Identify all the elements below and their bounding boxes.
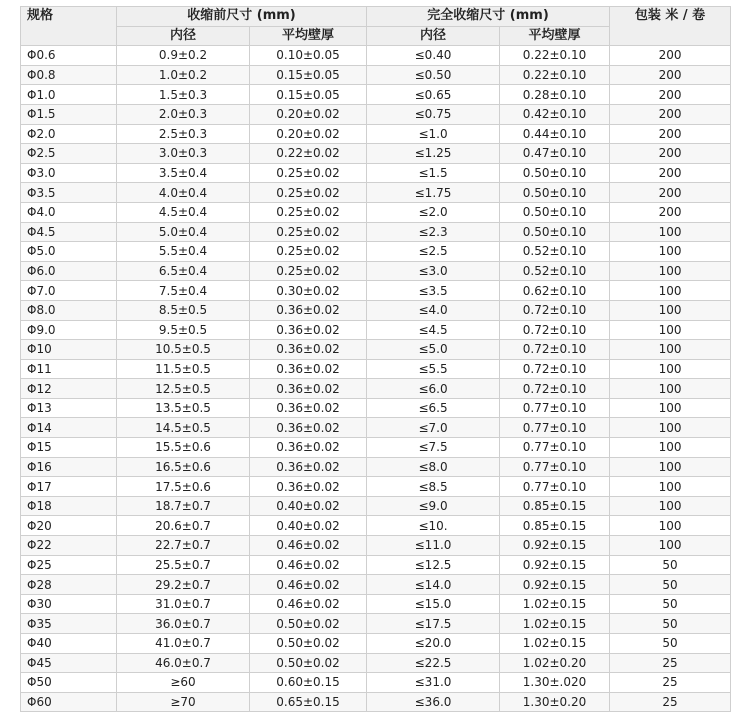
table-cell: Φ3.5 — [21, 183, 117, 203]
table-cell: ≤36.0 — [367, 692, 500, 712]
table-cell: ≤14.0 — [367, 575, 500, 595]
table-cell: 0.77±0.10 — [500, 477, 610, 497]
table-cell: 6.5±0.4 — [117, 261, 250, 281]
table-cell: 50 — [610, 614, 731, 634]
table-cell: Φ25 — [21, 555, 117, 575]
table-cell: 41.0±0.7 — [117, 634, 250, 654]
table-cell: 0.52±0.10 — [500, 261, 610, 281]
table-row — [21, 398, 731, 418]
table-cell: 0.46±0.02 — [250, 536, 367, 556]
table-cell: Φ4.5 — [21, 222, 117, 242]
table-cell: Φ18 — [21, 496, 117, 516]
table-cell: 1.5±0.3 — [117, 85, 250, 105]
table-cell: Φ0.8 — [21, 65, 117, 85]
table-row — [21, 144, 731, 164]
table-cell: 0.72±0.10 — [500, 340, 610, 360]
table-cell: Φ12 — [21, 379, 117, 399]
table-cell: 31.0±0.7 — [117, 594, 250, 614]
table-cell: 0.25±0.02 — [250, 183, 367, 203]
table-row — [21, 438, 731, 458]
table-cell: 0.85±0.15 — [500, 516, 610, 536]
table-cell: Φ10 — [21, 340, 117, 360]
table-cell: 11.5±0.5 — [117, 359, 250, 379]
table-cell: 0.85±0.15 — [500, 496, 610, 516]
table-cell: ≥60 — [117, 673, 250, 693]
table-cell: Φ35 — [21, 614, 117, 634]
table-row — [21, 124, 731, 144]
table-cell: 100 — [610, 379, 731, 399]
table-cell: Φ60 — [21, 692, 117, 712]
table-cell: 100 — [610, 536, 731, 556]
table-cell: 1.02±0.20 — [500, 653, 610, 673]
table-row — [21, 222, 731, 242]
table-cell: 100 — [610, 320, 731, 340]
table-row — [21, 457, 731, 477]
table-cell: 0.92±0.15 — [500, 536, 610, 556]
table-cell: 200 — [610, 202, 731, 222]
table-cell: ≤0.75 — [367, 104, 500, 124]
table-cell: 200 — [610, 46, 731, 66]
table-cell: 200 — [610, 85, 731, 105]
table-cell: 100 — [610, 516, 731, 536]
table-row — [21, 183, 731, 203]
table-cell: ≤10. — [367, 516, 500, 536]
table-cell: 16.5±0.6 — [117, 457, 250, 477]
table-cell: 0.50±0.10 — [500, 183, 610, 203]
table-cell: 7.5±0.4 — [117, 281, 250, 301]
spec-table-container — [20, 6, 730, 712]
table-cell: 0.77±0.10 — [500, 398, 610, 418]
table-cell: 18.7±0.7 — [117, 496, 250, 516]
table-cell: 0.46±0.02 — [250, 575, 367, 595]
table-row — [21, 379, 731, 399]
spec-table — [20, 6, 731, 712]
header-after-avg-wall: 平均壁厚 — [500, 26, 610, 46]
table-cell: 100 — [610, 359, 731, 379]
table-cell: 0.92±0.15 — [500, 575, 610, 595]
table-body — [21, 46, 731, 712]
table-cell: 0.72±0.10 — [500, 300, 610, 320]
table-cell: 100 — [610, 340, 731, 360]
table-cell: ≤11.0 — [367, 536, 500, 556]
table-cell: 0.42±0.10 — [500, 104, 610, 124]
table-cell: ≤0.40 — [367, 46, 500, 66]
table-row — [21, 536, 731, 556]
table-row — [21, 163, 731, 183]
table-cell: ≤4.0 — [367, 300, 500, 320]
table-cell: 200 — [610, 124, 731, 144]
table-cell: 0.10±0.05 — [250, 46, 367, 66]
table-cell: 100 — [610, 398, 731, 418]
table-row — [21, 516, 731, 536]
header-before-inner-diameter: 内径 — [117, 26, 250, 46]
table-cell: 1.0±0.2 — [117, 65, 250, 85]
table-cell: Φ8.0 — [21, 300, 117, 320]
table-cell: 0.25±0.02 — [250, 261, 367, 281]
table-cell: ≤2.3 — [367, 222, 500, 242]
table-cell: 100 — [610, 496, 731, 516]
table-cell: 0.25±0.02 — [250, 202, 367, 222]
table-cell: Φ28 — [21, 575, 117, 595]
table-cell: 1.30±.020 — [500, 673, 610, 693]
table-cell: 29.2±0.7 — [117, 575, 250, 595]
table-cell: ≤8.0 — [367, 457, 500, 477]
table-cell: 100 — [610, 418, 731, 438]
table-cell: 0.15±0.05 — [250, 65, 367, 85]
table-cell: 15.5±0.6 — [117, 438, 250, 458]
table-cell: 200 — [610, 104, 731, 124]
table-cell: 0.72±0.10 — [500, 359, 610, 379]
table-row — [21, 104, 731, 124]
table-cell: 25 — [610, 653, 731, 673]
table-cell: 0.44±0.10 — [500, 124, 610, 144]
table-row — [21, 496, 731, 516]
table-cell: Φ9.0 — [21, 320, 117, 340]
table-cell: Φ4.0 — [21, 202, 117, 222]
table-cell: 0.46±0.02 — [250, 594, 367, 614]
table-cell: 0.46±0.02 — [250, 555, 367, 575]
table-cell: 14.5±0.5 — [117, 418, 250, 438]
table-row — [21, 692, 731, 712]
table-cell: 0.28±0.10 — [500, 85, 610, 105]
table-row — [21, 320, 731, 340]
table-cell: 100 — [610, 438, 731, 458]
table-row — [21, 673, 731, 693]
table-row — [21, 300, 731, 320]
table-cell: 0.25±0.02 — [250, 163, 367, 183]
table-cell: ≤5.5 — [367, 359, 500, 379]
table-cell: 0.36±0.02 — [250, 457, 367, 477]
table-cell: 0.77±0.10 — [500, 457, 610, 477]
table-cell: 0.20±0.02 — [250, 104, 367, 124]
table-cell: ≤7.0 — [367, 418, 500, 438]
table-cell: 100 — [610, 300, 731, 320]
table-cell: 0.92±0.15 — [500, 555, 610, 575]
table-cell: 0.65±0.15 — [250, 692, 367, 712]
table-cell: Φ7.0 — [21, 281, 117, 301]
table-cell: Φ3.0 — [21, 163, 117, 183]
table-row — [21, 359, 731, 379]
table-cell: 200 — [610, 163, 731, 183]
table-cell: 2.0±0.3 — [117, 104, 250, 124]
table-cell: ≤0.65 — [367, 85, 500, 105]
table-cell: 0.25±0.02 — [250, 242, 367, 262]
table-cell: Φ1.5 — [21, 104, 117, 124]
table-cell: 0.22±0.10 — [500, 65, 610, 85]
table-cell: 0.50±0.02 — [250, 653, 367, 673]
table-cell: 8.5±0.5 — [117, 300, 250, 320]
table-cell: 0.52±0.10 — [500, 242, 610, 262]
table-cell: 0.62±0.10 — [500, 281, 610, 301]
table-row — [21, 575, 731, 595]
table-row — [21, 555, 731, 575]
table-row — [21, 418, 731, 438]
table-cell: 1.02±0.15 — [500, 634, 610, 654]
table-cell: Φ2.5 — [21, 144, 117, 164]
table-cell: Φ13 — [21, 398, 117, 418]
table-cell: 100 — [610, 222, 731, 242]
table-cell: 0.36±0.02 — [250, 438, 367, 458]
table-row — [21, 242, 731, 262]
table-cell: ≤1.0 — [367, 124, 500, 144]
header-spec: 规格 — [21, 7, 117, 46]
header-after-inner-diameter: 内径 — [367, 26, 500, 46]
table-cell: 5.0±0.4 — [117, 222, 250, 242]
table-cell: 0.40±0.02 — [250, 516, 367, 536]
table-cell: 0.50±0.10 — [500, 163, 610, 183]
table-cell: 0.20±0.02 — [250, 124, 367, 144]
table-cell: 3.0±0.3 — [117, 144, 250, 164]
table-cell: ≤2.5 — [367, 242, 500, 262]
table-cell: 25 — [610, 692, 731, 712]
table-cell: 0.50±0.10 — [500, 222, 610, 242]
table-cell: Φ15 — [21, 438, 117, 458]
table-cell: 100 — [610, 457, 731, 477]
table-cell: 13.5±0.5 — [117, 398, 250, 418]
table-cell: ≤12.5 — [367, 555, 500, 575]
table-cell: 0.77±0.10 — [500, 418, 610, 438]
table-cell: 0.22±0.02 — [250, 144, 367, 164]
table-cell: Φ2.0 — [21, 124, 117, 144]
table-cell: ≤5.0 — [367, 340, 500, 360]
table-cell: 100 — [610, 477, 731, 497]
table-row — [21, 653, 731, 673]
table-cell: 25 — [610, 673, 731, 693]
table-cell: Φ20 — [21, 516, 117, 536]
table-cell: Φ30 — [21, 594, 117, 614]
table-row — [21, 634, 731, 654]
table-cell: Φ40 — [21, 634, 117, 654]
table-cell: ≤6.5 — [367, 398, 500, 418]
table-cell: 100 — [610, 242, 731, 262]
table-cell: 0.36±0.02 — [250, 418, 367, 438]
table-row — [21, 281, 731, 301]
table-cell: 50 — [610, 575, 731, 595]
table-row — [21, 202, 731, 222]
table-cell: 50 — [610, 555, 731, 575]
table-cell: ≤6.0 — [367, 379, 500, 399]
table-cell: 4.0±0.4 — [117, 183, 250, 203]
table-cell: 2.5±0.3 — [117, 124, 250, 144]
table-cell: ≤3.5 — [367, 281, 500, 301]
table-cell: ≤31.0 — [367, 673, 500, 693]
table-cell: 0.72±0.10 — [500, 320, 610, 340]
table-cell: 4.5±0.4 — [117, 202, 250, 222]
table-row — [21, 340, 731, 360]
table-cell: Φ17 — [21, 477, 117, 497]
table-cell: ≤1.25 — [367, 144, 500, 164]
table-cell: ≤8.5 — [367, 477, 500, 497]
table-cell: Φ5.0 — [21, 242, 117, 262]
table-cell: 25.5±0.7 — [117, 555, 250, 575]
table-cell: 0.22±0.10 — [500, 46, 610, 66]
table-cell: ≤4.5 — [367, 320, 500, 340]
table-cell: 0.40±0.02 — [250, 496, 367, 516]
table-cell: ≤9.0 — [367, 496, 500, 516]
header-before-avg-wall: 平均壁厚 — [250, 26, 367, 46]
table-cell: 0.36±0.02 — [250, 379, 367, 399]
table-cell: ≤2.0 — [367, 202, 500, 222]
table-cell: 0.15±0.05 — [250, 85, 367, 105]
table-cell: 50 — [610, 594, 731, 614]
table-cell: 1.30±0.20 — [500, 692, 610, 712]
table-cell: ≤17.5 — [367, 614, 500, 634]
header-row-1 — [21, 7, 731, 27]
table-cell: ≤20.0 — [367, 634, 500, 654]
table-cell: Φ11 — [21, 359, 117, 379]
table-cell: 12.5±0.5 — [117, 379, 250, 399]
table-cell: 22.7±0.7 — [117, 536, 250, 556]
table-cell: 0.60±0.15 — [250, 673, 367, 693]
table-cell: 100 — [610, 281, 731, 301]
table-cell: 0.36±0.02 — [250, 359, 367, 379]
table-cell: 0.50±0.02 — [250, 614, 367, 634]
table-cell: ≥70 — [117, 692, 250, 712]
table-cell: ≤0.50 — [367, 65, 500, 85]
table-cell: 0.9±0.2 — [117, 46, 250, 66]
table-cell: 17.5±0.6 — [117, 477, 250, 497]
table-cell: 20.6±0.7 — [117, 516, 250, 536]
table-cell: 200 — [610, 183, 731, 203]
table-row — [21, 477, 731, 497]
table-row — [21, 85, 731, 105]
table-cell: Φ22 — [21, 536, 117, 556]
table-cell: 0.36±0.02 — [250, 398, 367, 418]
table-cell: Φ16 — [21, 457, 117, 477]
table-cell: ≤1.5 — [367, 163, 500, 183]
table-cell: 0.50±0.10 — [500, 202, 610, 222]
table-cell: 3.5±0.4 — [117, 163, 250, 183]
table-row — [21, 594, 731, 614]
table-cell: 1.02±0.15 — [500, 614, 610, 634]
table-cell: 0.36±0.02 — [250, 477, 367, 497]
table-cell: Φ1.0 — [21, 85, 117, 105]
table-cell: 0.25±0.02 — [250, 222, 367, 242]
table-cell: 100 — [610, 261, 731, 281]
table-cell: ≤15.0 — [367, 594, 500, 614]
table-cell: Φ50 — [21, 673, 117, 693]
table-cell: Φ14 — [21, 418, 117, 438]
table-cell: 200 — [610, 144, 731, 164]
table-cell: ≤1.75 — [367, 183, 500, 203]
table-row — [21, 261, 731, 281]
table-cell: 1.02±0.15 — [500, 594, 610, 614]
table-cell: 0.47±0.10 — [500, 144, 610, 164]
table-cell: 0.36±0.02 — [250, 340, 367, 360]
table-cell: 10.5±0.5 — [117, 340, 250, 360]
table-cell: 0.30±0.02 — [250, 281, 367, 301]
header-after-shrink: 完全收缩尺寸 (mm) — [367, 7, 610, 27]
table-cell: 9.5±0.5 — [117, 320, 250, 340]
table-row — [21, 65, 731, 85]
table-row — [21, 46, 731, 66]
table-cell: 36.0±0.7 — [117, 614, 250, 634]
table-cell: Φ0.6 — [21, 46, 117, 66]
table-cell: Φ45 — [21, 653, 117, 673]
table-cell: ≤3.0 — [367, 261, 500, 281]
table-cell: 46.0±0.7 — [117, 653, 250, 673]
table-cell: 0.77±0.10 — [500, 438, 610, 458]
header-before-shrink: 收缩前尺寸 (mm) — [117, 7, 367, 27]
table-cell: ≤7.5 — [367, 438, 500, 458]
table-cell: ≤22.5 — [367, 653, 500, 673]
table-row — [21, 614, 731, 634]
table-cell: Φ6.0 — [21, 261, 117, 281]
table-cell: 200 — [610, 65, 731, 85]
table-cell: 0.36±0.02 — [250, 320, 367, 340]
header-packaging: 包装 米 / 卷 — [610, 7, 731, 46]
table-cell: 0.36±0.02 — [250, 300, 367, 320]
table-cell: 0.50±0.02 — [250, 634, 367, 654]
table-cell: 0.72±0.10 — [500, 379, 610, 399]
table-cell: 50 — [610, 634, 731, 654]
table-cell: 5.5±0.4 — [117, 242, 250, 262]
